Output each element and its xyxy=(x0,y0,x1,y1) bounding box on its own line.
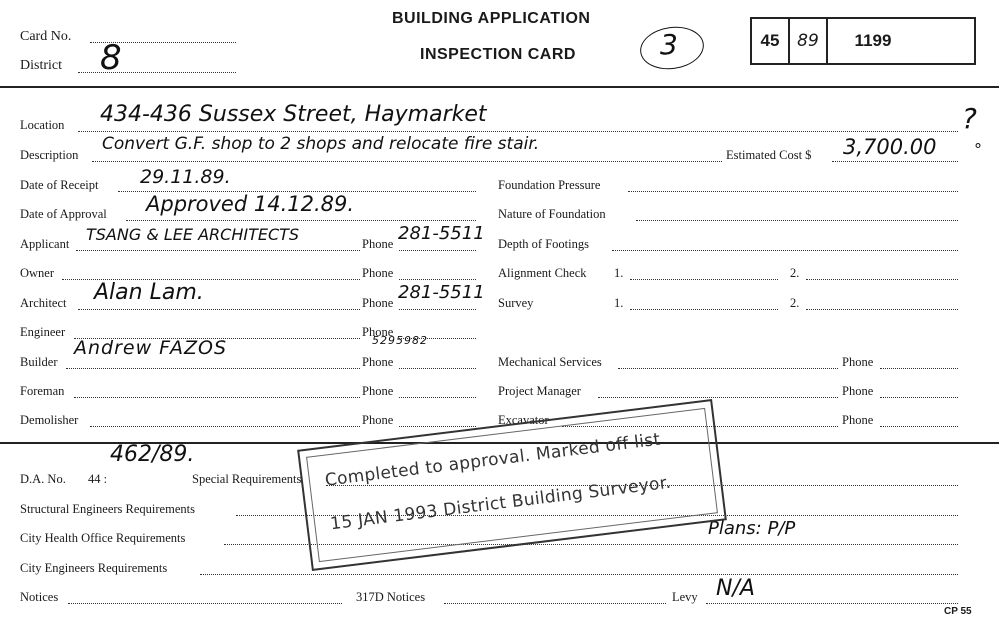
excavator-label: Excavator xyxy=(498,413,549,427)
builder-phone-label: Phone xyxy=(362,355,394,369)
district-value: 8 xyxy=(100,38,122,78)
form-code: CP 55 xyxy=(944,606,972,617)
city-engineers-label: City Engineers Requirements xyxy=(20,561,168,575)
levy-value: N/A xyxy=(716,576,755,601)
survey-label: Survey xyxy=(498,296,534,310)
date-approval-line xyxy=(126,220,476,221)
architect-phone-label: Phone xyxy=(362,296,394,310)
notices-label: Notices xyxy=(20,590,59,604)
date-approval-label: Date of Approval xyxy=(20,207,107,221)
structural-engineers-label: Structural Engineers Requirements xyxy=(20,502,195,516)
survey-line-2 xyxy=(806,309,958,310)
applicant-phone-line xyxy=(399,250,476,251)
stamp-line-1: Completed to approval. Marked off list xyxy=(323,429,662,491)
architect-line xyxy=(78,309,360,310)
engineer-phone-value: 5295982 xyxy=(372,334,428,347)
architect-value: Alan Lam. xyxy=(94,280,204,305)
levy-label: Levy xyxy=(672,590,698,604)
circled-number: 3 xyxy=(660,28,678,61)
excavator-phone-label: Phone xyxy=(842,413,874,427)
estimated-cost-line xyxy=(832,161,958,162)
owner-label: Owner xyxy=(20,266,55,280)
applicant-phone-value: 281-5511 xyxy=(398,223,485,244)
alignment-check-line-2 xyxy=(806,279,958,280)
title-line-2: INSPECTION CARD xyxy=(420,46,576,63)
city-health-label: City Health Office Requirements xyxy=(20,531,186,545)
mechanical-services-label: Mechanical Services xyxy=(498,355,602,369)
location-line xyxy=(78,131,958,132)
foundation-pressure-label: Foundation Pressure xyxy=(498,178,601,192)
depth-footings-label: Depth of Footings xyxy=(498,237,589,251)
mechanical-services-line xyxy=(618,368,838,369)
excavator-phone-line xyxy=(880,426,958,427)
location-value: 434-436 Sussex Street, Haymarket xyxy=(100,102,487,127)
date-approval-value: Approved 14.12.89. xyxy=(146,192,355,216)
alignment-check-label: Alignment Check xyxy=(498,266,587,280)
builder-value: Andrew FAZOS xyxy=(74,337,228,359)
application-number-box xyxy=(750,17,976,65)
notices-line xyxy=(68,603,342,604)
da-no-label: D.A. No. xyxy=(20,472,66,486)
owner-phone-line xyxy=(399,279,476,280)
project-manager-phone-line xyxy=(880,397,958,398)
plans-note: Plans: P/P xyxy=(708,518,796,539)
description-label: Description xyxy=(20,148,79,162)
applicant-value: TSANG & LEE ARCHITECTS xyxy=(86,225,300,244)
notices-317d-line xyxy=(444,603,666,604)
da-prefix: 44 : xyxy=(88,472,108,486)
question-mark: ? xyxy=(962,102,977,135)
header-divider xyxy=(0,86,999,88)
depth-footings-line xyxy=(612,250,958,251)
mechanical-services-phone-line xyxy=(880,368,958,369)
card-no-label: Card No. xyxy=(20,29,72,44)
demolisher-phone-line xyxy=(399,426,476,427)
mechanical-services-phone-label: Phone xyxy=(842,355,874,369)
survey-n2: 2. xyxy=(790,296,800,310)
applicant-line xyxy=(76,250,360,251)
da-number-value: 462/89. xyxy=(110,442,195,467)
owner-phone-label: Phone xyxy=(362,266,394,280)
special-requirements-label: Special Requirements xyxy=(192,472,302,486)
levy-line xyxy=(706,603,958,604)
foundation-pressure-line xyxy=(628,191,958,192)
alignment-check-n1: 1. xyxy=(614,266,624,280)
foreman-phone-line xyxy=(399,397,476,398)
foreman-line xyxy=(74,397,360,398)
description-value: Convert G.F. shop to 2 shops and relocate fire stair. xyxy=(102,134,540,154)
architect-label: Architect xyxy=(20,296,67,310)
notices-317d-label: 317D Notices xyxy=(356,590,426,604)
applicant-phone-label: Phone xyxy=(362,237,394,251)
architect-phone-value: 281-5511 xyxy=(398,282,485,303)
description-line xyxy=(92,161,722,162)
degree-mark: ° xyxy=(974,140,982,159)
box-cell-2: 89 xyxy=(797,31,819,51)
builder-line xyxy=(66,368,360,369)
project-manager-label: Project Manager xyxy=(498,384,581,398)
builder-phone-line xyxy=(399,368,476,369)
applicant-label: Applicant xyxy=(20,237,70,251)
title-line-1: BUILDING APPLICATION xyxy=(392,10,591,27)
demolisher-phone-label: Phone xyxy=(362,413,394,427)
engineer-phone-label: Phone xyxy=(362,325,394,339)
foreman-label: Foreman xyxy=(20,384,65,398)
location-label: Location xyxy=(20,118,65,132)
project-manager-phone-label: Phone xyxy=(842,384,874,398)
estimated-cost-value: 3,700.00 xyxy=(843,135,937,159)
alignment-check-n2: 2. xyxy=(790,266,800,280)
nature-foundation-line xyxy=(636,220,958,221)
survey-n1: 1. xyxy=(614,296,624,310)
district-label: District xyxy=(20,58,62,73)
demolisher-line xyxy=(90,426,360,427)
stamp-line-2: 15 JAN 1993 District Building Surveyor. xyxy=(329,472,673,535)
box-cell-1: 45 xyxy=(760,31,780,50)
nature-foundation-label: Nature of Foundation xyxy=(498,207,606,221)
project-manager-line xyxy=(598,397,838,398)
builder-label: Builder xyxy=(20,355,58,369)
demolisher-label: Demolisher xyxy=(20,413,79,427)
engineer-label: Engineer xyxy=(20,325,66,339)
estimated-cost-label: Estimated Cost $ xyxy=(726,148,812,162)
foreman-phone-label: Phone xyxy=(362,384,394,398)
survey-line-1 xyxy=(630,309,778,310)
architect-phone-line xyxy=(399,309,476,310)
date-receipt-value: 29.11.89. xyxy=(140,166,231,188)
box-cell-3: 1199 xyxy=(854,31,892,50)
date-receipt-label: Date of Receipt xyxy=(20,178,99,192)
city-engineers-line xyxy=(200,574,958,575)
alignment-check-line-1 xyxy=(630,279,778,280)
